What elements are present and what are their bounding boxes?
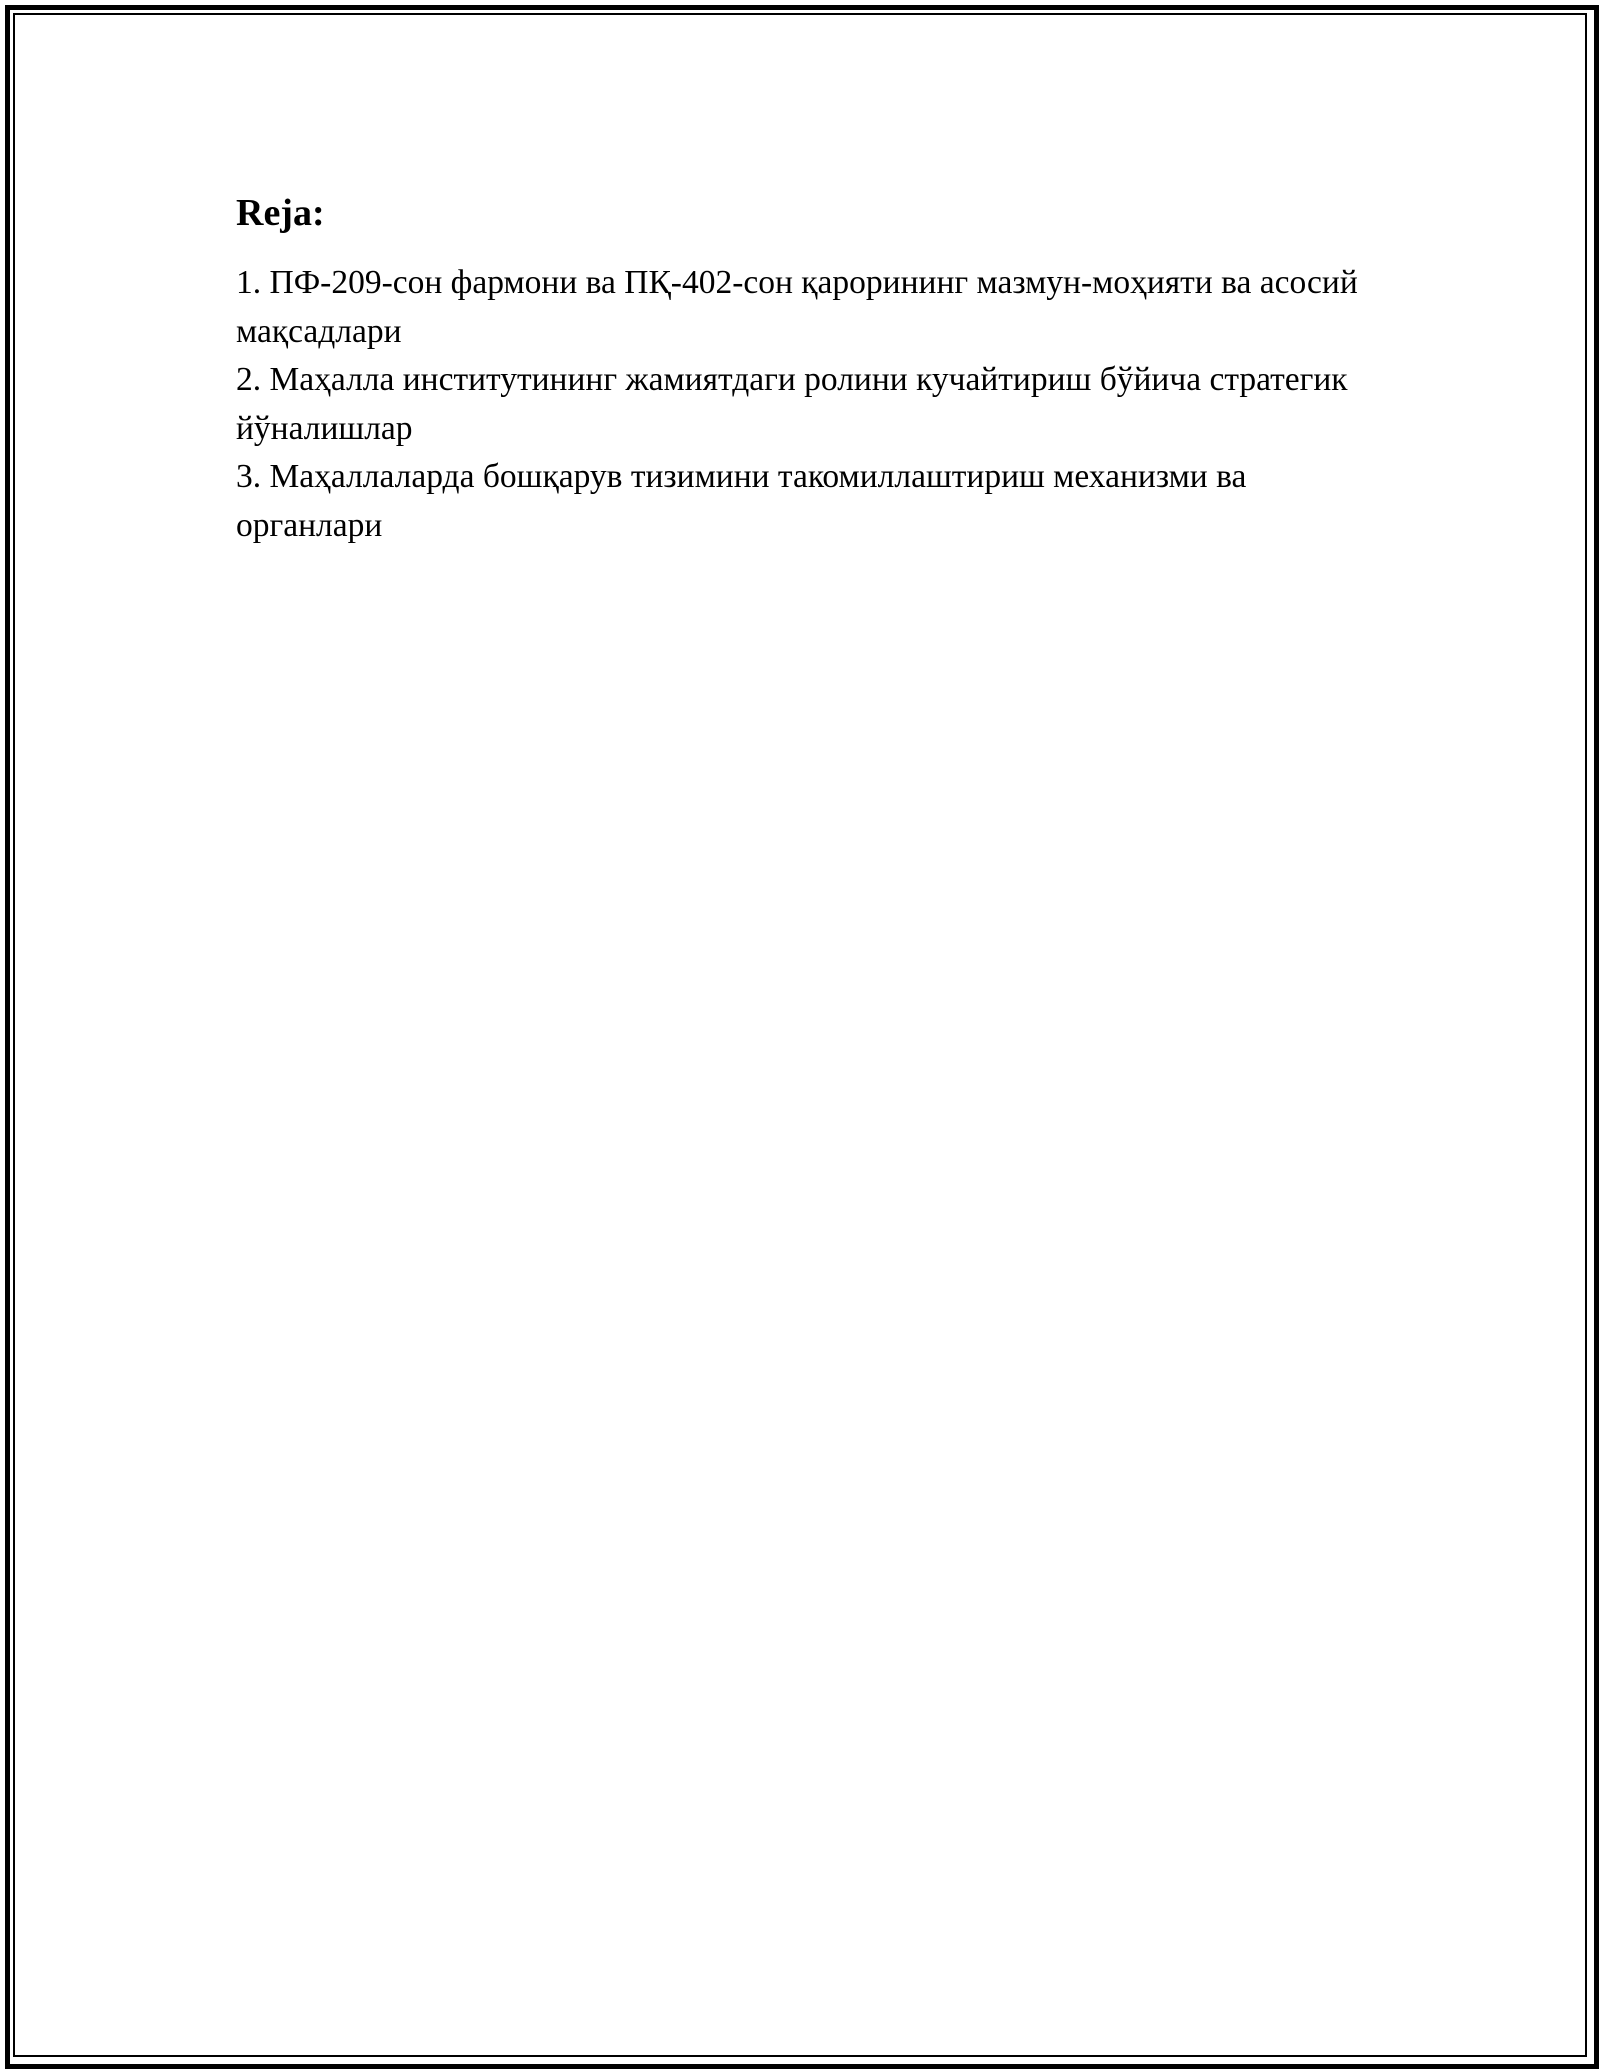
plan-heading: Reja:: [236, 192, 325, 234]
plan-list: [236, 259, 1376, 550]
document-content: [236, 187, 1376, 550]
plan-item-2: 2. Маҳалла институтининг жамиятдаги ролини кучайтириш бўйича стратегик йўналишлар: [236, 361, 1348, 447]
plan-item-3: 3. Маҳаллаларда бошқарув тизимини такомиллаштириш механизми ва органлари: [236, 458, 1247, 544]
plan-item-1: 1. ПФ-209-сон фармони ва ПҚ-402-сон қарорининг мазмун-моҳияти ва асосий мақсадлари: [236, 264, 1358, 350]
